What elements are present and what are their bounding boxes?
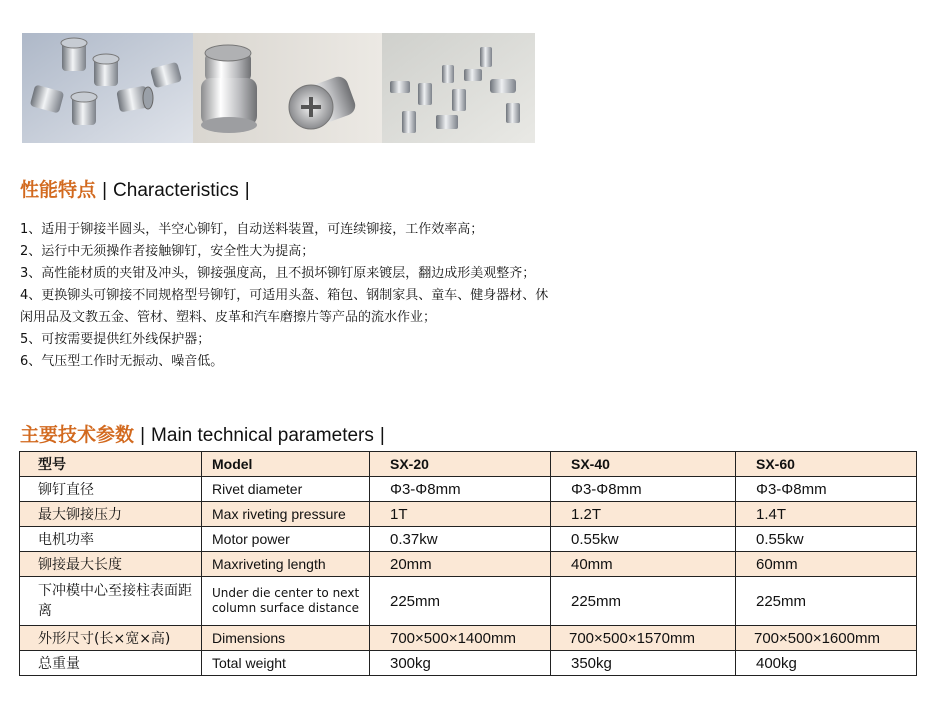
value-sx20: Φ3-Φ8mm <box>370 477 551 502</box>
param-cn-label: 总重量 <box>20 651 202 676</box>
param-en-label: Total weight <box>202 651 370 676</box>
feature-item: 4、更换铆头可铆接不同规格型号铆钉，可适用头盔、箱包、钢制家具、童车、健身器材、休闲用品及文教五金、管材、塑料、皮革和汽车磨擦片等产品的流水作业； <box>20 288 549 325</box>
small-studs-photo <box>382 33 535 143</box>
rivet-head-photo <box>193 33 382 143</box>
characteristics-title-end: | <box>244 180 250 201</box>
value-sx20: 700×500×1400mm <box>370 626 551 651</box>
parameters-heading <box>20 420 385 447</box>
parameters-title-en: Main technical parameters <box>151 425 374 446</box>
characteristics-heading <box>20 175 250 202</box>
characteristics-list <box>20 219 550 373</box>
value-sx60: Φ3-Φ8mm <box>736 477 917 502</box>
param-en-label: Dimensions <box>202 626 370 651</box>
value-sx40: 225mm <box>551 577 736 626</box>
param-en-label: Rivet diameter <box>202 477 370 502</box>
parameters-title-end: | <box>379 425 385 446</box>
header-cell-sx40: SX-40 <box>551 452 736 477</box>
parameters-title-sep: | <box>140 425 145 446</box>
product-photo-strip <box>22 33 535 143</box>
header-cell-model-cn: 型号 <box>20 452 202 477</box>
characteristics-title-sep: | <box>102 180 107 201</box>
param-en-label: Maxriveting length <box>202 552 370 577</box>
header-cell-sx20: SX-20 <box>370 452 551 477</box>
value-sx60: 700×500×1600mm <box>736 626 917 651</box>
value-sx60: 0.55kw <box>736 527 917 552</box>
table-row <box>20 477 917 502</box>
value-sx20: 20mm <box>370 552 551 577</box>
characteristics-title-en: Characteristics <box>113 180 239 201</box>
value-sx40: 0.55kw <box>551 527 736 552</box>
feature-item: 6、气压型工作时无振动、噪音低。 <box>20 354 224 369</box>
header-cell-model-en: Model <box>202 452 370 477</box>
value-sx20: 300kg <box>370 651 551 676</box>
table-row <box>20 527 917 552</box>
value-sx40: 700×500×1570mm <box>551 626 736 651</box>
param-cn-label: 外形尺寸(长×宽×高) <box>20 626 202 651</box>
param-cn-label: 最大铆接压力 <box>20 502 202 527</box>
table-row <box>20 577 917 626</box>
table-row <box>20 552 917 577</box>
header-cell-sx60: SX-60 <box>736 452 917 477</box>
value-sx60: 1.4T <box>736 502 917 527</box>
value-sx40: Φ3-Φ8mm <box>551 477 736 502</box>
param-cn-label: 铆钉直径 <box>20 477 202 502</box>
feature-item: 3、高性能材质的夹钳及冲头，铆接强度高，且不损坏铆钉原来镀层，翻边成形美观整齐； <box>20 266 536 281</box>
table-row <box>20 651 917 676</box>
param-cn-label: 下冲模中心至接柱表面距离 <box>20 577 202 626</box>
value-sx20: 0.37kw <box>370 527 551 552</box>
feature-item: 2、运行中无须操作者接触铆钉，安全性大为提高； <box>20 244 315 259</box>
param-en-label: Under die center to next column surface distance <box>202 577 370 626</box>
param-en-label: Motor power <box>202 527 370 552</box>
param-en-label: Max riveting pressure <box>202 502 370 527</box>
value-sx60: 60mm <box>736 552 917 577</box>
press-studs-photo <box>22 33 193 143</box>
value-sx40: 40mm <box>551 552 736 577</box>
table-row <box>20 502 917 527</box>
param-cn-label: 电机功率 <box>20 527 202 552</box>
value-sx60: 400kg <box>736 651 917 676</box>
param-cn-label: 铆接最大长度 <box>20 552 202 577</box>
value-sx40: 1.2T <box>551 502 736 527</box>
feature-item: 5、可按需要提供红外线保护器； <box>20 332 211 347</box>
table-header-row <box>20 452 917 477</box>
value-sx20: 225mm <box>370 577 551 626</box>
value-sx20: 1T <box>370 502 551 527</box>
parameters-title-cn: 主要技术参数 <box>20 424 135 446</box>
parameters-table <box>19 451 917 676</box>
feature-item: 1、适用于铆接半圆头，半空心铆钉，自动送料装置，可连续铆接，工作效率高； <box>20 222 484 237</box>
value-sx60: 225mm <box>736 577 917 626</box>
value-sx40: 350kg <box>551 651 736 676</box>
table-row <box>20 626 917 651</box>
characteristics-title-cn: 性能特点 <box>20 179 97 201</box>
